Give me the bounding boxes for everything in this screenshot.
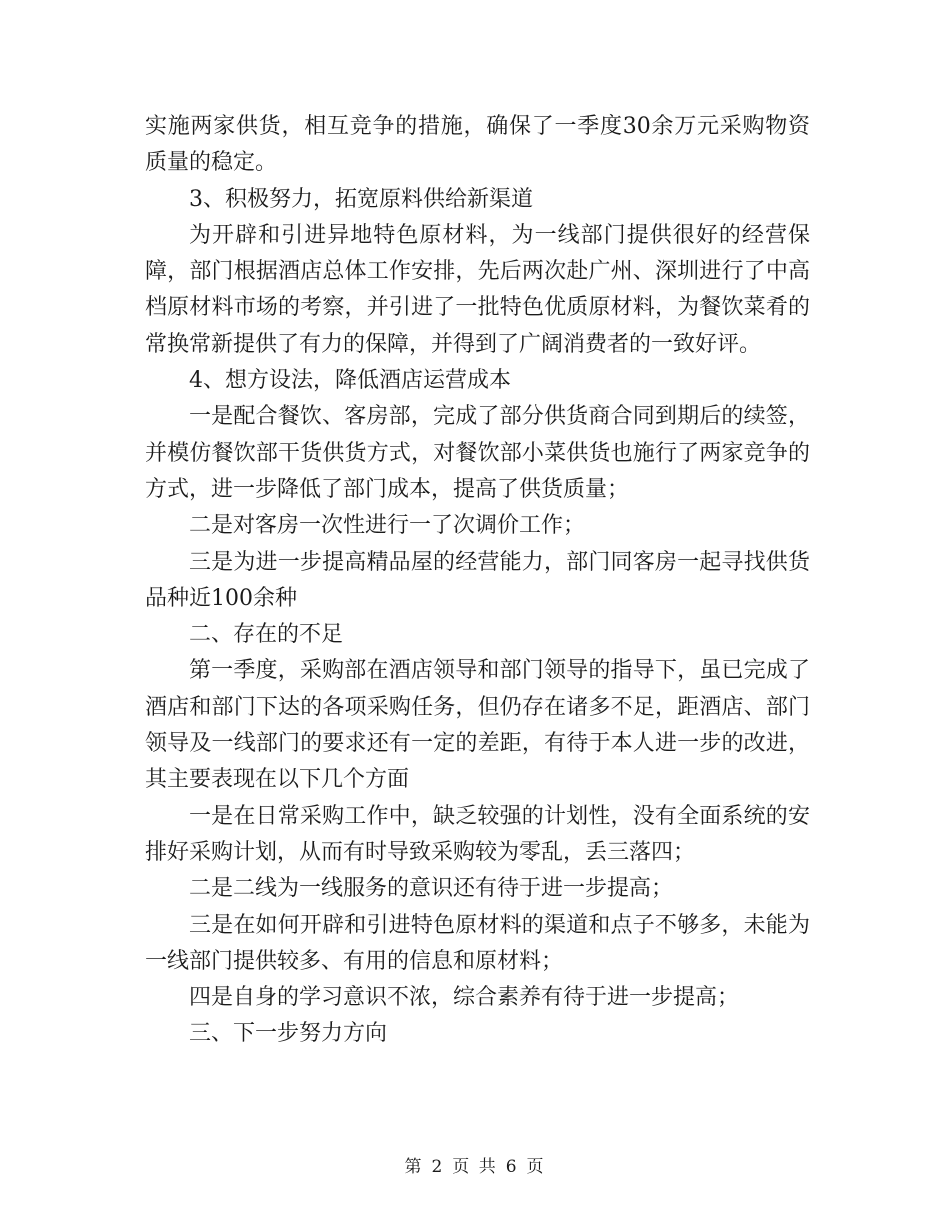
section-heading-next-steps: 三、下一步努力方向	[189, 1021, 388, 1047]
footer-suffix: 页	[526, 1157, 546, 1177]
paragraph-1: 实施两家供货，相互竞争的措施，确保了一季度30余万元采购物资质量的稳定。	[145, 114, 810, 176]
paragraph-5: 一是配合餐饮、客房部，完成了部分供货商合同到期后的续签，并模仿餐饮部干货供货方式，对餐饮部小菜供货也施行了两家竞争的方式，进一步降低了部门成本，提高了供货质量；	[145, 404, 810, 502]
paragraph-6: 二是对客房一次性进行一了次调价工作；	[189, 513, 586, 539]
current-page-number: 2	[431, 1157, 445, 1177]
paragraph-10: 一是在日常采购工作中，缺乏较强的计划性，没有全面系统的安排好采购计划，从而有时导致采购较为零乱，丢三落四；	[145, 803, 810, 865]
paragraph-9: 第一季度，采购部在酒店领导和部门领导的指导下，虽已完成了酒店和部门下达的各项采购任务，但仍存在诸多不足，距酒店、部门领导及一线部门的要求还有一定的差距，有待于本人进一步的改进，其主要表现在以下几个方面	[145, 658, 810, 793]
section-heading-4: 4、想方设法，降低酒店运营成本	[189, 368, 511, 394]
page-footer	[0, 1152, 950, 1177]
section-heading-3: 3、积极努力，拓宽原料供给新渠道	[189, 186, 533, 212]
paragraph-7: 三是为进一步提高精品屋的经营能力，部门同客房一起寻找供货品种近100余种	[145, 549, 810, 611]
footer-prefix: 第	[404, 1157, 424, 1177]
paragraph-11: 二是二线为一线服务的意识还有待于进一步提高；	[189, 876, 674, 902]
footer-middle: 页 共	[452, 1157, 498, 1177]
paragraph-3: 为开辟和引进异地特色原材料，为一线部门提供很好的经营保障，部门根据酒店总体工作安排，先后两次赴广州、深圳进行了中高档原材料市场的考察，并引进了一批特色优质原材料，为餐饮菜肴的常换常新提供了有力的保障，并得到了广阔消费者的一致好评。	[145, 222, 810, 357]
total-pages-number: 6	[505, 1157, 519, 1177]
paragraph-12: 三是在如何开辟和引进特色原材料的渠道和点子不够多，未能为一线部门提供较多、有用的信息和原材料；	[145, 912, 810, 974]
section-heading-shortcomings: 二、存在的不足	[189, 622, 344, 648]
document-body	[145, 109, 810, 1053]
paragraph-13: 四是自身的学习意识不浓，综合素养有待于进一步提高；	[189, 985, 740, 1011]
